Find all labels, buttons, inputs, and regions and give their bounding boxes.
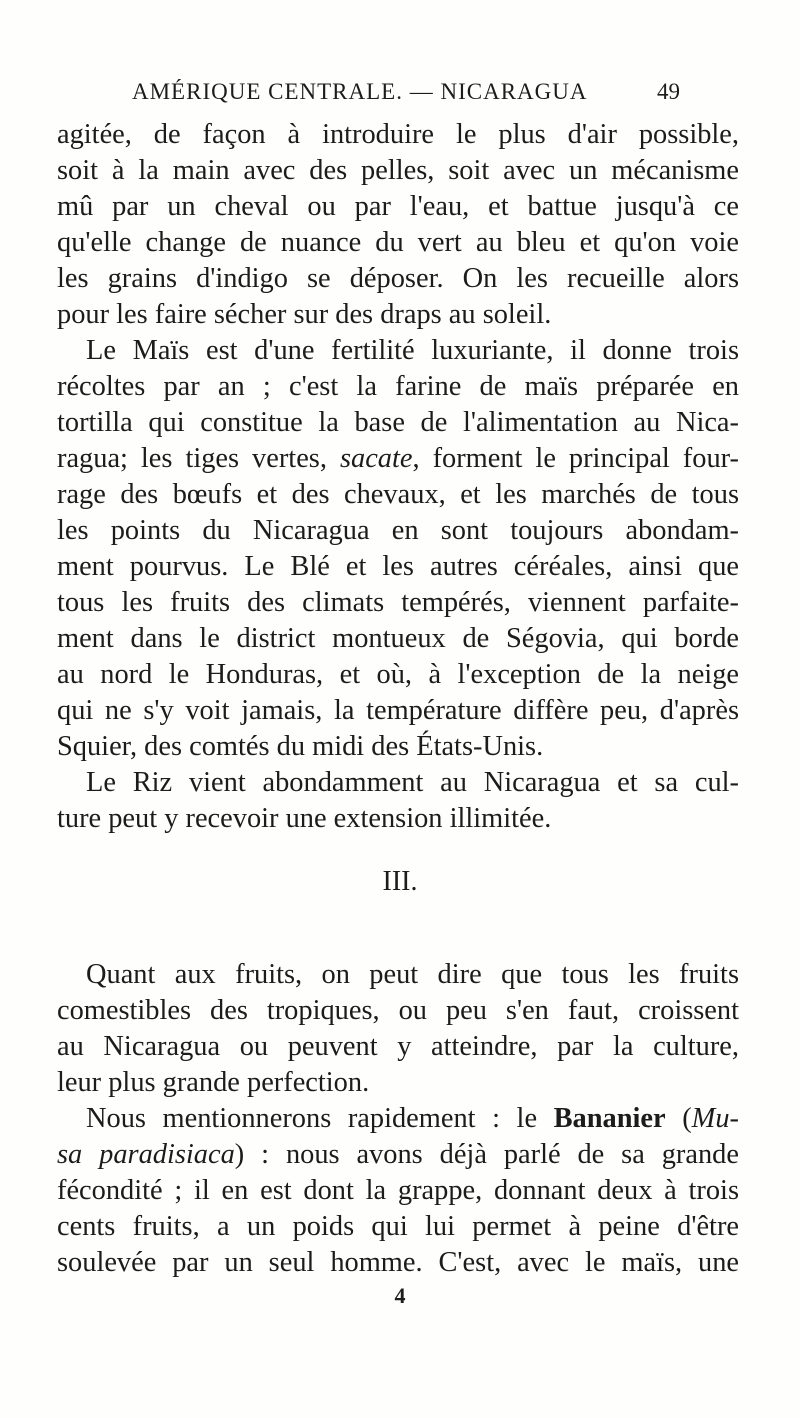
text-line: Le Riz vient abondamment au Nicaragua et sa cul- [86, 767, 739, 798]
text-line: leur plus grande perfection. [57, 1067, 370, 1098]
text-line: qui ne s'y voit jamais, la température diffère peu, d'après [57, 695, 739, 726]
text-line: mû par un cheval ou par l'eau, et battue jusqu'à ce [57, 191, 739, 222]
text-line: ment pourvus. Le Blé et les autres céréales, ainsi que [57, 551, 739, 582]
text-fragment: ragua; les tiges vertes, [57, 443, 327, 474]
text-line: comestibles des tropiques, ou peu s'en faut, croissent [57, 995, 739, 1026]
text-line: cents fruits, a un poids qui lui permet à peine d'être [57, 1211, 739, 1242]
running-title: AMÉRIQUE CENTRALE. — NICARAGUA [132, 79, 588, 104]
text-fragment: , forment le principal four- [412, 443, 739, 474]
text-line: qu'elle change de nuance du vert au bleu et qu'on voie [57, 227, 739, 258]
italic-term: sacate [339, 443, 413, 474]
text-line [57, 441, 739, 477]
text-line: fécondité ; il en est dont la grappe, donnant deux à trois [57, 1175, 739, 1206]
text-line: Squier, des comtés du midi des États-Unis. [57, 731, 544, 762]
text-line: soit à la main avec des pelles, soit avec un mécanisme [57, 155, 739, 186]
text-line: les grains d'indigo se déposer. On les recueille alors [57, 263, 739, 294]
text-line: les points du Nicaragua en sont toujours abondam- [57, 515, 739, 546]
text-line: au Nicaragua ou peuvent y atteindre, par la culture, [57, 1031, 739, 1062]
text-fragment: ) : nous avons déjà parlé de sa grande [234, 1139, 739, 1170]
running-head [132, 77, 680, 107]
text-line: agitée, de façon à introduire le plus d'air possible, [57, 119, 739, 150]
text-line: tous les fruits des climats tempérés, viennent parfaite- [57, 587, 739, 618]
text-fragment: Nous mentionnerons rapidement : le [86, 1103, 538, 1134]
text-line: soulevée par un seul homme. C'est, avec le maïs, une [57, 1247, 739, 1278]
italic-term: sa paradisiaca [57, 1139, 235, 1170]
bold-term: Bananier [553, 1103, 666, 1134]
text-line: pour les faire sécher sur des draps au soleil. [57, 299, 552, 330]
italic-term: Mu- [691, 1103, 739, 1134]
text-line: récoltes par an ; c'est la farine de maïs préparée en [57, 371, 739, 402]
text-line: Le Maïs est d'une fertilité luxuriante, il donne trois [86, 335, 739, 366]
text-line: tortilla qui constitue la base de l'alimentation au Nica- [57, 407, 739, 438]
signature-mark: 4 [394, 1283, 406, 1308]
section-number: III. [382, 866, 418, 897]
page-number: 49 [657, 79, 680, 104]
text-line: au nord le Honduras, et où, à l'exception de la neige [57, 659, 739, 690]
text-line: Quant aux fruits, on peut dire que tous les fruits [86, 959, 739, 990]
text-line [86, 1101, 739, 1137]
text-line: rage des bœufs et des chevaux, et les marchés de tous [57, 479, 739, 510]
text-line: ture peut y recevoir une extension illimitée. [57, 803, 552, 834]
text-fragment: ( [682, 1103, 692, 1134]
text-line [57, 1137, 739, 1173]
text-line: ment dans le district montueux de Ségovia, qui borde [57, 623, 739, 654]
